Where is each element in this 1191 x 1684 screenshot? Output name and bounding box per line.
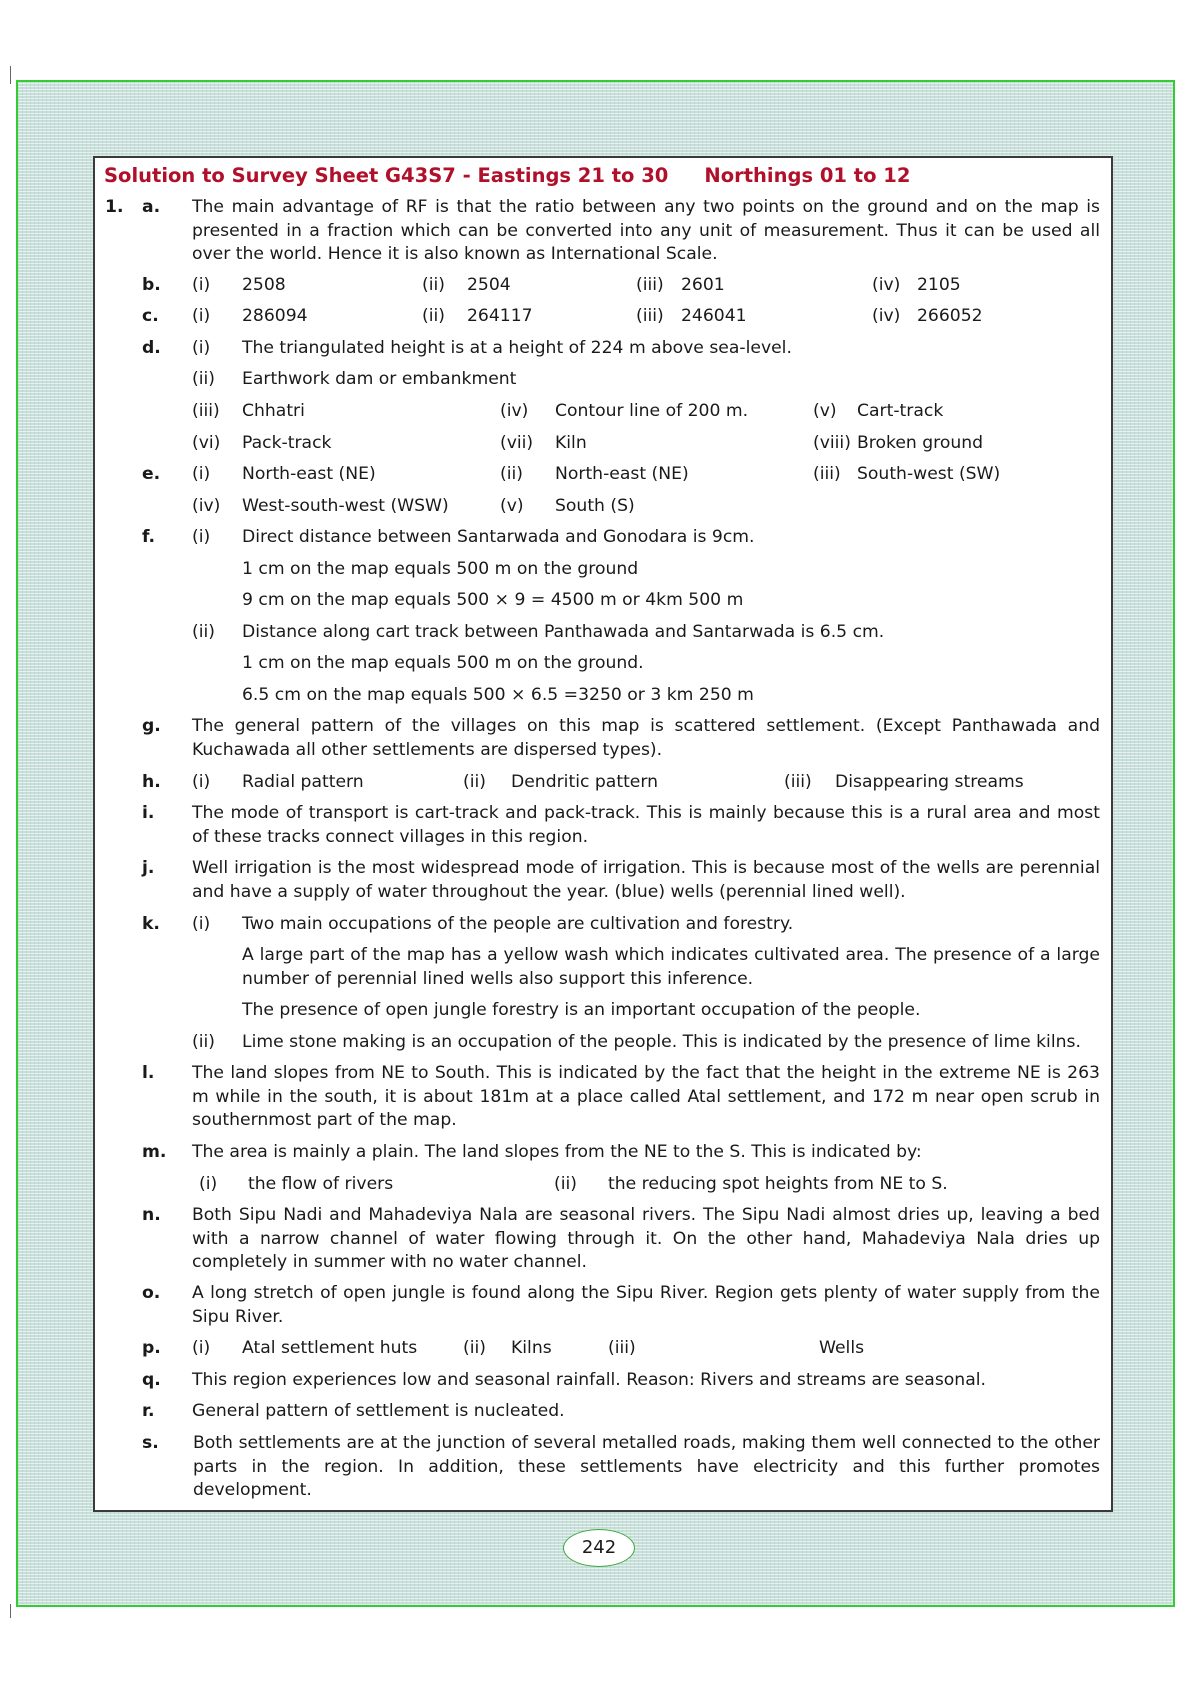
sub-num: (ii) (554, 1174, 577, 1194)
sub-num: (ii) (463, 1338, 486, 1358)
sub-value: Earthwork dam or embankment (242, 369, 517, 389)
item-label: p. (142, 1338, 161, 1358)
sub-num: (i) (199, 1174, 218, 1194)
sub-value: Lime stone making is an occupation of the people. This is indicated by the presence of lime kilns. (242, 1032, 1081, 1052)
item-label: j. (142, 858, 155, 878)
sub-value: 2504 (467, 275, 511, 295)
sub-num: (ii) (500, 464, 523, 484)
item-label: i. (142, 803, 155, 823)
sub-value: This region experiences low and seasonal rainfall. Reason: Rivers and streams are seasonal. (192, 1370, 986, 1390)
answer-j: Well irrigation is the most widespread mode of irrigation. This is because most of the wells are perennial and have a supply of water throughout the year. (blue) wells (perennial lined well). (192, 858, 1100, 902)
title-northings: Northings 01 to 12 (704, 164, 911, 187)
answer-o: A long stretch of open jungle is found along the Sipu River. Region gets plenty of water supply from the Sipu River. (192, 1283, 1100, 1327)
sub-value: Wells (819, 1338, 865, 1358)
sub-value: Broken ground (857, 433, 984, 453)
sub-num: (iv) (192, 496, 221, 516)
sub-value: Cart-track (857, 401, 944, 421)
sub-num: (iv) (500, 401, 529, 421)
item-label: k. (142, 914, 160, 934)
answer-k-2: A large part of the map has a yellow wash which indicates cultivated area. The presence of a large number of perennial lined wells also support this inference. (242, 945, 1100, 989)
sub-value: 286094 (242, 306, 308, 326)
sub-num: (v) (813, 401, 837, 421)
item-label: e. (142, 464, 161, 484)
sub-num: (ii) (192, 369, 215, 389)
sub-num: (i) (192, 464, 211, 484)
sub-value: Direct distance between Santarwada and Gonodara is 9cm. (242, 527, 755, 547)
item-label: q. (142, 1370, 161, 1390)
sub-value: General pattern of settlement is nucleated. (192, 1401, 565, 1421)
sub-value: the reducing spot heights from NE to S. (608, 1174, 948, 1194)
sub-num: (iv) (872, 275, 901, 295)
sub-num: (i) (192, 1338, 211, 1358)
sub-value: 2601 (681, 275, 725, 295)
sub-num: (ii) (192, 1032, 215, 1052)
sub-num: (v) (500, 496, 524, 516)
sub-value: The area is mainly a plain. The land slopes from the NE to the S. This is indicated by: (192, 1142, 922, 1162)
sub-num: (iii) (636, 275, 664, 295)
answer-g: The general pattern of the villages on this map is scattered settlement. (Except Panthawada and Kuchawada all other settlements are dispersed types). (192, 716, 1100, 760)
sub-num: (vii) (500, 433, 534, 453)
sub-num: (vi) (192, 433, 221, 453)
sub-value: 2105 (917, 275, 961, 295)
sub-num: (iii) (813, 464, 841, 484)
sub-value: The triangulated height is at a height of 224 m above sea-level. (242, 338, 792, 358)
sub-value: 266052 (917, 306, 983, 326)
title-main: Solution to Survey Sheet G43S7 - Eastings 21 to 30 (104, 164, 669, 187)
item-label: d. (142, 338, 161, 358)
item-label: r. (142, 1401, 155, 1421)
sub-value: Radial pattern (242, 772, 364, 792)
sub-num: (iii) (608, 1338, 636, 1358)
item-label: l. (142, 1063, 155, 1083)
sub-value: Dendritic pattern (511, 772, 659, 792)
sub-value: Disappearing streams (835, 772, 1024, 792)
sub-num: (iii) (636, 306, 664, 326)
sub-value: 264117 (467, 306, 533, 326)
sub-value: The presence of open jungle forestry is an important occupation of the people. (242, 1000, 921, 1020)
sub-value: South-west (SW) (857, 464, 1001, 484)
sub-value: 246041 (681, 306, 747, 326)
sub-value: Kilns (511, 1338, 552, 1358)
sub-num: (ii) (192, 622, 215, 642)
item-label: o. (142, 1283, 161, 1303)
sub-num: (i) (192, 527, 211, 547)
sub-value: Kiln (555, 433, 587, 453)
sub-num: (i) (192, 914, 211, 934)
item-label: n. (142, 1205, 161, 1225)
sub-value: Two main occupations of the people are cultivation and forestry. (242, 914, 794, 934)
sub-value: 1 cm on the map equals 500 m on the ground (242, 559, 639, 579)
sub-num: (ii) (422, 275, 445, 295)
sub-num: (i) (192, 275, 211, 295)
sub-num: (viii) (813, 433, 851, 453)
sub-value: Chhatri (242, 401, 305, 421)
item-label: c. (142, 306, 159, 326)
sub-value: Atal settlement huts (242, 1338, 418, 1358)
item-label: s. (142, 1433, 159, 1453)
sub-value: West-south-west (WSW) (242, 496, 449, 516)
item-label: g. (142, 716, 161, 736)
item-label: h. (142, 772, 161, 792)
sub-num: (ii) (422, 306, 445, 326)
page-number: 242 (563, 1529, 635, 1567)
answer-a: The main advantage of RF is that the ratio between any two points on the ground and on the map is presented in a fraction which can be converted into any unit of measurement. Thus it can be used all over the world. Hence it is also known as International Scale. (192, 197, 1100, 264)
answer-l: The land slopes from NE to South. This is indicated by the fact that the height in the extreme NE is 263 m while in the south, it is about 181m at a place called Atal settlement, and 172 m near open scrub in southernmost part of the map. (192, 1063, 1100, 1130)
sub-num: (iii) (784, 772, 812, 792)
sub-value: North-east (NE) (555, 464, 689, 484)
sub-value: 9 cm on the map equals 500 × 9 = 4500 m or 4km 500 m (242, 590, 744, 610)
sub-num: (i) (192, 772, 211, 792)
item-label: a. (142, 197, 161, 217)
sub-num: (iv) (872, 306, 901, 326)
answer-i: The mode of transport is cart-track and pack-track. This is mainly because this is a rural area and most of these tracks connect villages in this region. (192, 803, 1100, 847)
sub-value: South (S) (555, 496, 635, 516)
sub-num: (ii) (463, 772, 486, 792)
item-label: m. (142, 1142, 167, 1162)
sub-num: (i) (192, 306, 211, 326)
sub-value: Contour line of 200 m. (555, 401, 749, 421)
sub-num: (i) (192, 338, 211, 358)
item-label: b. (142, 275, 161, 295)
sub-value: the flow of rivers (248, 1174, 394, 1194)
sub-value: 2508 (242, 275, 286, 295)
sub-value: 1 cm on the map equals 500 m on the ground. (242, 653, 644, 673)
sub-value: Pack-track (242, 433, 332, 453)
sub-value: 6.5 cm on the map equals 500 × 6.5 =3250 or 3 km 250 m (242, 685, 754, 705)
item-label: f. (142, 527, 156, 547)
sub-value: Distance along cart track between Panthawada and Santarwada is 6.5 cm. (242, 622, 885, 642)
question-number: 1. (105, 197, 124, 217)
answer-s: Both settlements are at the junction of several metalled roads, making them well connected to the other parts in the region. In addition, these settlements have electricity and this further promotes development. (193, 1433, 1100, 1500)
answer-n: Both Sipu Nadi and Mahadeviya Nala are seasonal rivers. The Sipu Nadi almost dries up, leaving a bed with a narrow channel of water flowing through it. On the other hand, Mahadeviya Nala dries up completely in summer with no water channel. (192, 1205, 1100, 1272)
sub-num: (iii) (192, 401, 220, 421)
sub-value: North-east (NE) (242, 464, 376, 484)
page-title (104, 164, 910, 187)
